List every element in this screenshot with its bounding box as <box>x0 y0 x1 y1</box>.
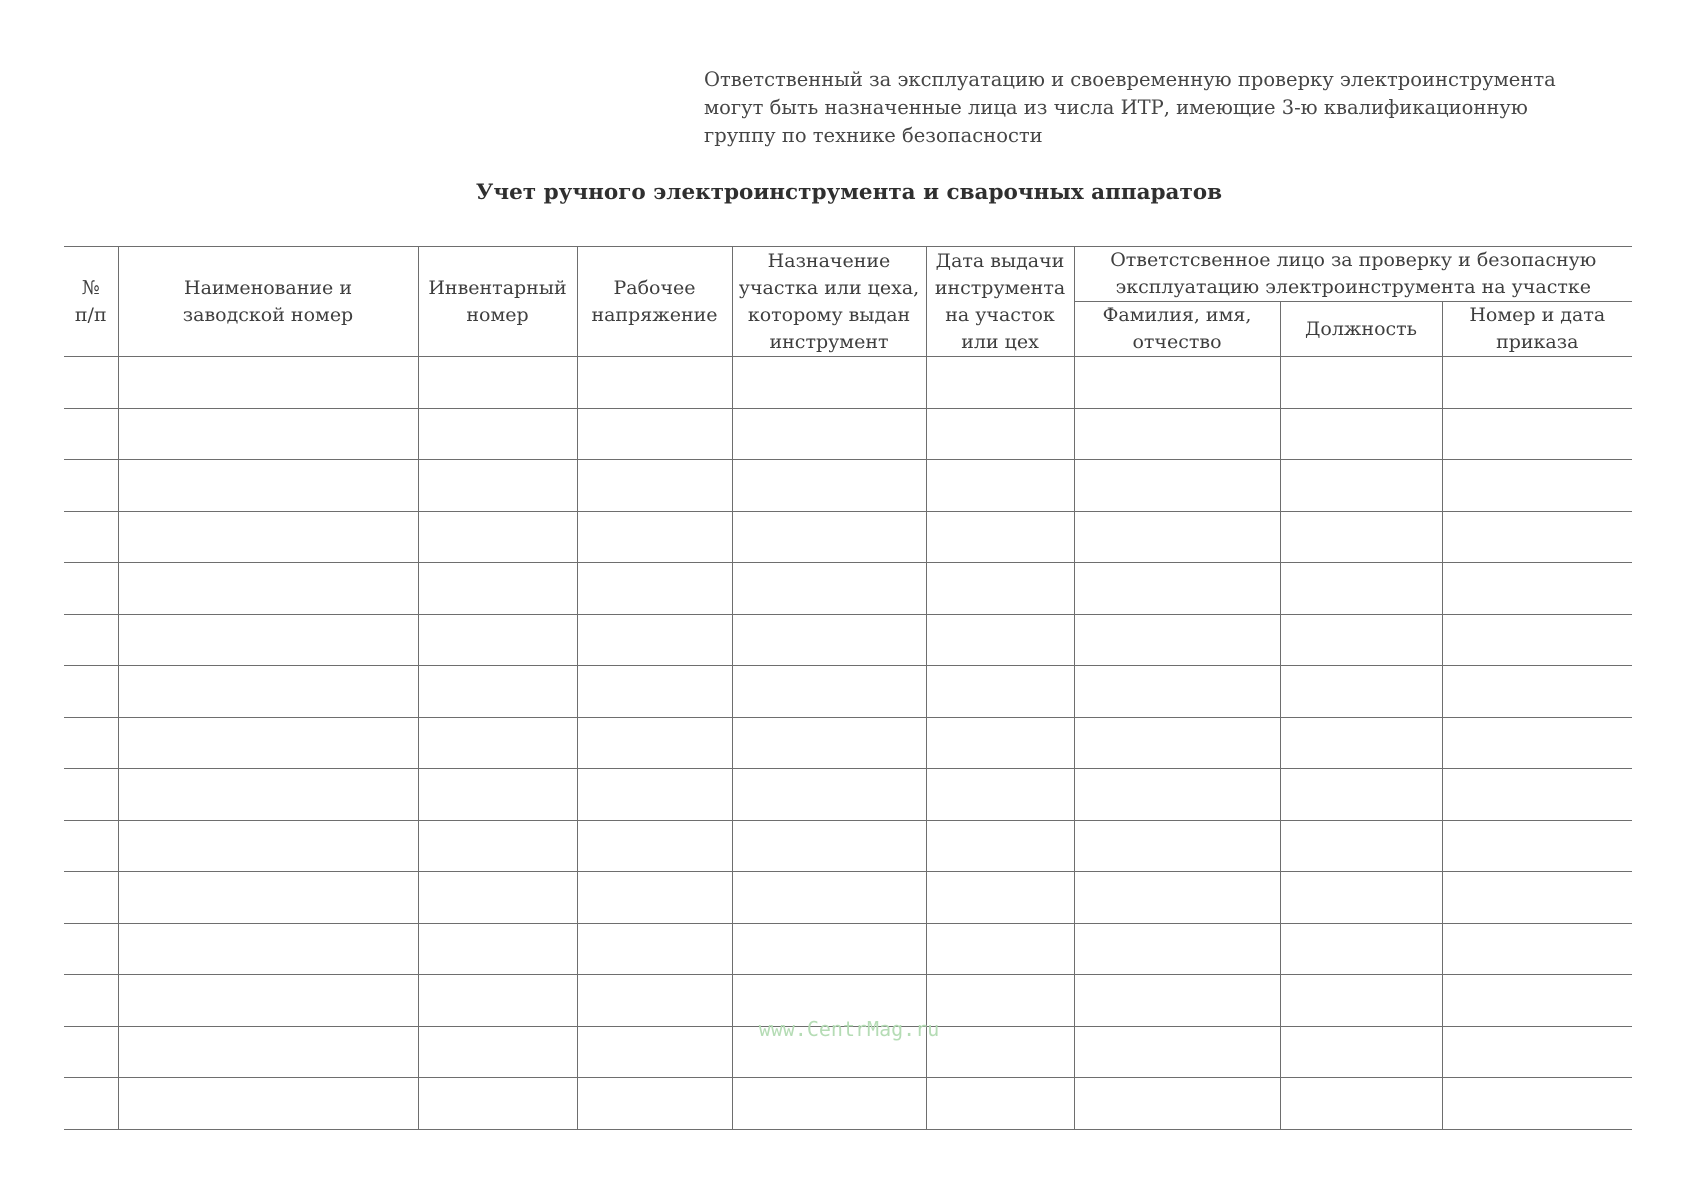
table-cell[interactable] <box>64 563 118 615</box>
table-cell[interactable] <box>418 717 577 769</box>
table-cell[interactable] <box>926 408 1074 460</box>
table-cell[interactable] <box>1074 563 1280 615</box>
table-row <box>64 820 1632 872</box>
table-cell[interactable] <box>732 614 926 666</box>
table-cell[interactable] <box>926 872 1074 924</box>
table-cell[interactable] <box>118 1078 418 1130</box>
table-cell[interactable] <box>1442 460 1632 512</box>
table-cell[interactable] <box>577 357 732 409</box>
table-row <box>64 872 1632 924</box>
table-row <box>64 717 1632 769</box>
table-cell[interactable] <box>64 666 118 718</box>
table-cell[interactable] <box>1280 357 1442 409</box>
table-cell[interactable] <box>577 614 732 666</box>
table-cell[interactable] <box>64 460 118 512</box>
table-cell[interactable] <box>577 1078 732 1130</box>
table-cell[interactable] <box>732 717 926 769</box>
table-cell[interactable] <box>418 460 577 512</box>
table-cell[interactable] <box>577 511 732 563</box>
table-cell[interactable] <box>118 357 418 409</box>
table-cell[interactable] <box>418 872 577 924</box>
table-cell[interactable] <box>418 923 577 975</box>
table-row <box>64 769 1632 821</box>
table-cell[interactable] <box>118 511 418 563</box>
table-cell[interactable] <box>732 1078 926 1130</box>
table-cell[interactable] <box>418 357 577 409</box>
table-cell[interactable] <box>926 717 1074 769</box>
header-inventory: Инвентарный номер <box>418 247 577 357</box>
table-cell[interactable] <box>732 357 926 409</box>
table-cell[interactable] <box>1074 872 1280 924</box>
table-cell[interactable] <box>118 563 418 615</box>
table-cell[interactable] <box>418 511 577 563</box>
note-line-1: Ответственный за эксплуатацию и своевременную проверку электроинструмента <box>704 68 1556 91</box>
table-cell[interactable] <box>1280 1078 1442 1130</box>
header-voltage: Рабочее напряжение <box>577 247 732 357</box>
table-cell[interactable] <box>1280 408 1442 460</box>
table-cell[interactable] <box>64 1078 118 1130</box>
watermark: www.CentrMag.ru <box>758 1017 940 1041</box>
table-row <box>64 563 1632 615</box>
table-cell[interactable] <box>1442 923 1632 975</box>
table-cell[interactable] <box>577 717 732 769</box>
table-row <box>64 614 1632 666</box>
table-cell[interactable] <box>418 666 577 718</box>
table-cell[interactable] <box>1074 357 1280 409</box>
table-cell[interactable] <box>1442 872 1632 924</box>
table-cell[interactable] <box>418 563 577 615</box>
table-cell[interactable] <box>577 460 732 512</box>
table-cell[interactable] <box>1442 769 1632 821</box>
table-cell[interactable] <box>118 666 418 718</box>
table-cell[interactable] <box>1074 923 1280 975</box>
table-row <box>64 1078 1632 1130</box>
table-row <box>64 460 1632 512</box>
table-cell[interactable] <box>1442 357 1632 409</box>
table-cell[interactable] <box>64 357 118 409</box>
table-cell[interactable] <box>64 614 118 666</box>
table-row <box>64 408 1632 460</box>
table-cell[interactable] <box>732 666 926 718</box>
table-cell[interactable] <box>418 820 577 872</box>
table-cell[interactable] <box>926 923 1074 975</box>
table-cell[interactable] <box>732 820 926 872</box>
header-issue-date: Дата выдачи инструмента на участок или цех <box>926 247 1074 357</box>
table-cell[interactable] <box>1074 460 1280 512</box>
table-cell[interactable] <box>418 614 577 666</box>
table-cell[interactable] <box>577 563 732 615</box>
header-fio: Фамилия, имя, отчество <box>1074 302 1280 357</box>
header-responsible-group: Ответстсвенное лицо за проверку и безопасную эксплуатацию электроинструмента на участке <box>1074 247 1632 302</box>
table-cell[interactable] <box>1442 717 1632 769</box>
table-cell[interactable] <box>732 923 926 975</box>
header-name: Наименование и заводской номер <box>118 247 418 357</box>
table-cell[interactable] <box>1280 666 1442 718</box>
table-cell[interactable] <box>118 820 418 872</box>
header-position: Должность <box>1280 302 1442 357</box>
header-assignment: Назначение участка или цеха, которому выдан инструмент <box>732 247 926 357</box>
table-cell[interactable] <box>732 460 926 512</box>
table-cell[interactable] <box>64 408 118 460</box>
table-cell[interactable] <box>577 666 732 718</box>
table-cell[interactable] <box>926 820 1074 872</box>
table-cell[interactable] <box>118 460 418 512</box>
ledger-body <box>64 357 1632 1130</box>
table-cell[interactable] <box>418 769 577 821</box>
table-cell[interactable] <box>1442 1078 1632 1130</box>
table-cell[interactable] <box>1280 820 1442 872</box>
table-cell[interactable] <box>118 717 418 769</box>
table-cell[interactable] <box>64 717 118 769</box>
table-cell[interactable] <box>926 1078 1074 1130</box>
table-cell[interactable] <box>64 511 118 563</box>
table-cell[interactable] <box>64 923 118 975</box>
table-cell[interactable] <box>118 872 418 924</box>
table-cell[interactable] <box>64 769 118 821</box>
note-line-2: могут быть назначенные лица из числа ИТР, имеющие 3-ю квалификационную <box>704 96 1528 119</box>
table-row <box>64 666 1632 718</box>
table-cell[interactable] <box>1074 511 1280 563</box>
table-cell[interactable] <box>1442 666 1632 718</box>
table-cell[interactable] <box>118 923 418 975</box>
table-cell[interactable] <box>1074 820 1280 872</box>
tool-ledger-table <box>64 246 1632 1130</box>
table-cell[interactable] <box>732 563 926 615</box>
table-cell[interactable] <box>418 408 577 460</box>
table-cell[interactable] <box>1442 408 1632 460</box>
table-row <box>64 357 1632 409</box>
table-cell[interactable] <box>926 357 1074 409</box>
table-cell[interactable] <box>1280 717 1442 769</box>
table-cell[interactable] <box>1442 511 1632 563</box>
table-row <box>64 511 1632 563</box>
table-cell[interactable] <box>1280 614 1442 666</box>
header-order: Номер и дата приказа <box>1442 302 1632 357</box>
table-cell[interactable] <box>926 460 1074 512</box>
table-cell[interactable] <box>118 614 418 666</box>
table-cell[interactable] <box>418 1078 577 1130</box>
table-cell[interactable] <box>1280 923 1442 975</box>
table-cell[interactable] <box>1442 820 1632 872</box>
table-cell[interactable] <box>1074 769 1280 821</box>
table-cell[interactable] <box>118 769 418 821</box>
table-cell[interactable] <box>926 511 1074 563</box>
note-line-3: группу по технике безопасности <box>704 124 1043 147</box>
table-cell[interactable] <box>1074 717 1280 769</box>
table-cell[interactable] <box>577 820 732 872</box>
table-cell[interactable] <box>926 769 1074 821</box>
table-row <box>64 923 1632 975</box>
table-cell[interactable] <box>1280 872 1442 924</box>
table-cell[interactable] <box>926 563 1074 615</box>
table-cell[interactable] <box>926 614 1074 666</box>
table-cell[interactable] <box>1280 511 1442 563</box>
table-cell[interactable] <box>64 820 118 872</box>
table-cell[interactable] <box>118 408 418 460</box>
table-cell[interactable] <box>1280 769 1442 821</box>
table-cell[interactable] <box>732 408 926 460</box>
form-title: Учет ручного электроинструмента и сварочных аппаратов <box>475 180 1223 205</box>
table-cell[interactable] <box>577 872 732 924</box>
table-cell[interactable] <box>577 769 732 821</box>
responsibility-note <box>704 66 1634 150</box>
table-cell[interactable] <box>577 923 732 975</box>
table-cell[interactable] <box>1074 614 1280 666</box>
header-num: № п/п <box>64 247 118 357</box>
table-cell[interactable] <box>1074 408 1280 460</box>
table-cell[interactable] <box>926 666 1074 718</box>
table-cell[interactable] <box>732 511 926 563</box>
table-cell[interactable] <box>64 872 118 924</box>
table-cell[interactable] <box>577 408 732 460</box>
table-cell[interactable] <box>1442 614 1632 666</box>
table-cell[interactable] <box>1074 1078 1280 1130</box>
table-cell[interactable] <box>1074 666 1280 718</box>
table-cell[interactable] <box>732 872 926 924</box>
table-cell[interactable] <box>1280 460 1442 512</box>
table-cell[interactable] <box>732 769 926 821</box>
table-cell[interactable] <box>1280 563 1442 615</box>
table-cell[interactable] <box>1442 563 1632 615</box>
